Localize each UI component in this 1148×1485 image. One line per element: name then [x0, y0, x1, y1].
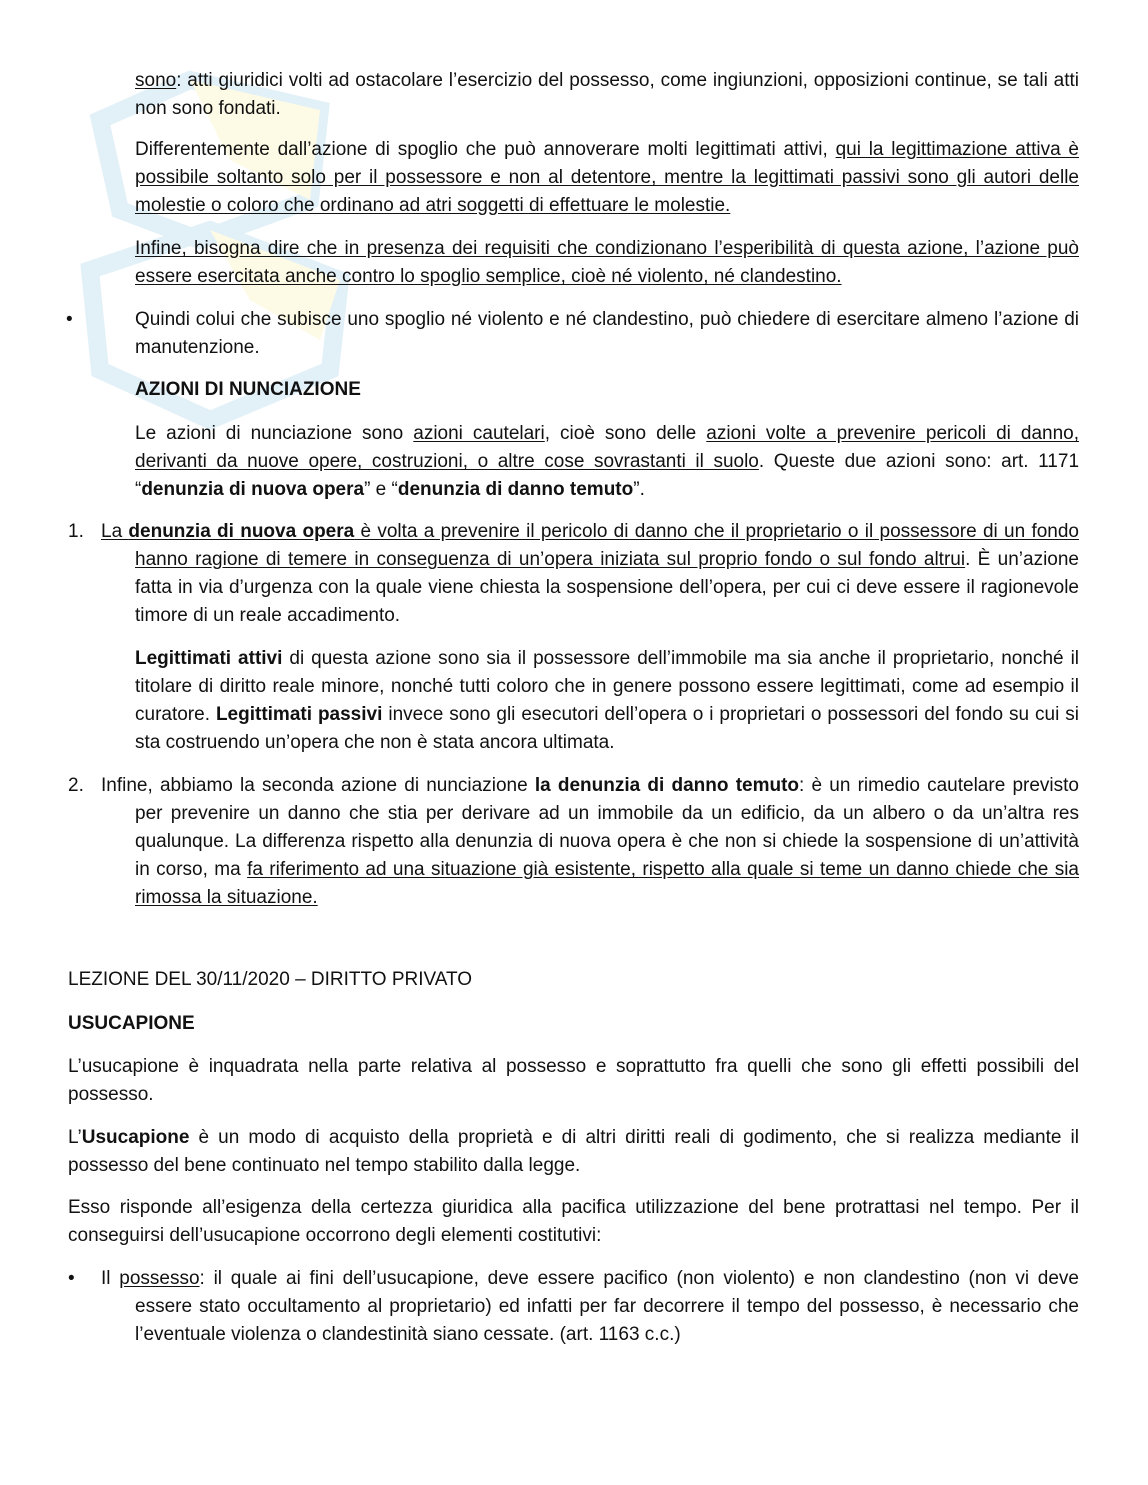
paragraph-usucapione-intro: L’usucapione è inquadrata nella parte relativa al possesso e soprattutto fra quelli che sono gli effetti possibili del possesso.: [68, 1056, 1079, 1105]
bullet-marker: •: [68, 1268, 75, 1289]
paragraph-spoglio-semplice: Infine, bisogna dire che in presenza dei requisiti che condizionano l’esperibilità di questa azione, l’azione può essere esercitata anche contro lo spoglio semplice, cioè né violento, né clandestino.: [135, 238, 1079, 287]
paragraph-azioni-nunciazione: Le azioni di nunciazione sono azioni cautelari, cioè sono delle azioni volte a prevenire pericoli di danno, derivanti da nuove opere, costruzioni, o altre cose sovrastanti il suolo. Queste due azioni sono: art. 1171 “denunzia di nuova opera” e “denunzia di danno temuto”.: [135, 423, 1080, 500]
list-number-1: 1.: [68, 521, 84, 542]
bullet-possesso: Il possesso: il quale ai fini dell’usucapione, deve essere pacifico (non violento) e non clandestino (non vi deve essere stato occultamento al proprietario) ed infatti per far decorrere il tempo del possesso, è necessario che l’eventuale violenza o clandestinità siano cessate. (art. 1163 c.c.): [101, 1268, 1079, 1345]
paragraph-legittimazione: Differentemente dall’azione di spoglio che può annoverare molti legittimati attivi, qui la legittimazione attiva è possibile soltanto solo per il possessore e non al detentore, mentre la legittimati passivi sono gli autori delle molestie o coloro che ordinano ad atri soggetti di effettuare le molestie.: [135, 139, 1079, 216]
paragraph-molestie-acts: sono: atti giuridici volti ad ostacolare l’esercizio del possesso, come ingiunzioni, opposizioni continue, se tali atti non sono fondati.: [135, 70, 1079, 119]
list-number-2: 2.: [68, 775, 84, 796]
bullet-marker: •: [66, 309, 73, 330]
bullet-manutenzione: Quindi colui che subisce uno spoglio né violento e né clandestino, può chiedere di esercitare almeno l’azione di manutenzione.: [135, 309, 1079, 358]
lesson-title: LEZIONE DEL 30/11/2020 – DIRITTO PRIVATO: [68, 969, 473, 990]
paragraph-usucapione-definition: L’Usucapione è un modo di acquisto della proprietà e di altri diritti reali di godimento, che si realizza mediante il possesso del bene continuato nel tempo stabilito dalla legge.: [68, 1127, 1079, 1176]
list-item-danno-temuto: Infine, abbiamo la seconda azione di nunciazione la denunzia di danno temuto: è un rimedio cautelare previsto per prevenire un danno che stia per derivare ad un immobile da un edificio, da un albero o da un’altra res qualunque. La differenza rispetto alla denunzia di nuova opera è che non si chiede la sospensione di un’attività in corso, ma fa riferimento ad una situazione già esistente, rispetto alla quale si teme un danno chiede che sia rimossa la situazione.: [101, 775, 1079, 908]
list-item-nuova-opera: La denunzia di nuova opera è volta a prevenire il pericolo di danno che il proprietario o il possessore di un fondo hanno ragione di temere in conseguenza di un’opera iniziata sul proprio fondo o sul fondo altrui. È un’azione fatta in via d’urgenza con la quale viene chiesta la sospensione dell’opera, per cui ci deve essere il ragionevole timore di un reale accadimento.: [101, 521, 1079, 626]
section-heading-usucapione: USUCAPIONE: [68, 1013, 195, 1034]
paragraph-certezza-giuridica: Esso risponde all’esigenza della certezza giuridica alla pacifica utilizzazione del bene protrattasi nel tempo. Per il conseguirsi dell’usucapione occorrono degli elementi costitutivi:: [68, 1197, 1079, 1246]
section-heading-nunciazione: AZIONI DI NUNCIAZIONE: [135, 379, 361, 400]
paragraph-legittimati: Legittimati attivi di questa azione sono sia il possessore dell’immobile ma sia anche il proprietario, nonché il titolare di diritto reale minore, nonché tutti coloro che in genere possono essere legittimati, come ad esempio il curatore. Legittimati passivi invece sono gli esecutori dell’opera o i proprietari o possessori del fondo su cui si sta costruendo un’opera che non è stata ancora ultimata.: [135, 648, 1080, 753]
